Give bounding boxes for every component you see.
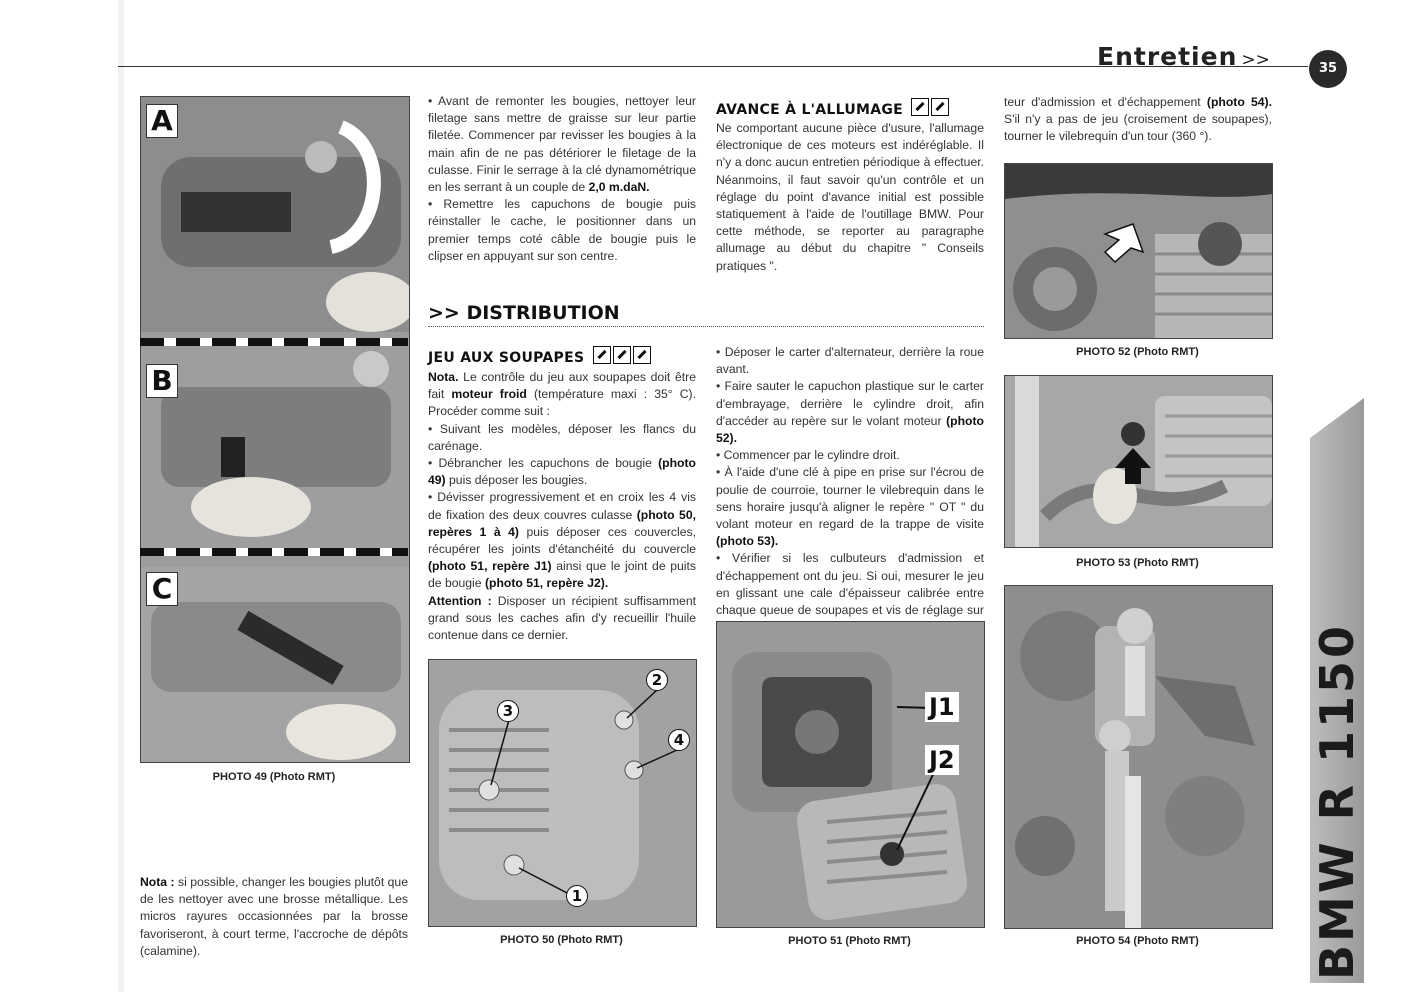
side-tab-text: BMW R 1150 [1310,622,1364,980]
header-arrows: >> [1241,50,1270,70]
photo-49-divider [140,548,408,556]
avance-text: Ne comportant aucune pièce d'usure, l'allumage électronique de ces moteurs est indéréglable. Il n'y a donc aucun entretien périodique à effectuer. Néanmoins, il faut savoir qu'un contrôle et un réglage du point d'avance initial est possible statiquement à l'aide de l'outillage BMW. Pour cette méthode, se reporter au paragraphe allumage au début du chapitre " Conseils pratiques ". [716,121,984,273]
photo-50-marker: 4 [668,729,690,751]
photo-53-caption: PHOTO 53 (Photo RMT) [1076,557,1199,569]
photo-52-caption: PHOTO 52 (Photo RMT) [1076,346,1199,358]
wrench-icon [613,346,631,364]
photo-53-image [1005,376,1272,547]
photo-50 [428,659,697,927]
note-left [140,874,408,960]
jeu-text: Nota. Le contrôle du jeu aux soupapes doit être fait moteur froid (température maxi : 35° C). Procéder comme suit : • Suivant les modèles, déposer les flancs du carénage. • Débrancher les capuchons de bougie (photo 49) puis déposer les bougies. • Dévisser progressivement et en croix les 4 vis de fixation des deux couvres culasse (photo 50, repères 1 à 4) puis déposer ces couvercles, récupérer les joints d'étanchéité du couvercle (photo 51, repère J1) ainsi que le joint de puits de bougie (photo 51, repère J2). Attention : Disposer un récipient suffisamment grand sous les caches afin d'y recueillir l'huile contenue dans ce dernier. [428,370,696,643]
spark-plug-bullet-2: • Remettre les capuchons de bougie puis réinstaller le cache, le positionner dans un premier temps coté câble de bougie puis le clipser en appuyant sur son centre. [428,197,696,263]
photo-53 [1004,375,1273,548]
section-heading-distribution: >> DISTRIBUTION [428,302,620,324]
wrench-icon [931,98,949,116]
page-title: Entretien >> [1097,42,1270,71]
photo-51-marker-j2: J2 [925,745,959,775]
column-3-middle: • Déposer le carter d'alternateur, derrière la roue avant. • Faire sauter le capuchon plastique sur le carter d'embrayage, derrière le cylindre droit, afin d'accéder au repère sur le volant moteur (photo 52). • Commencer par le cylindre droit. • À l'aide d'une clé à pipe en prise sur l'écrou de poulie de courroie, tourner le vilebrequin dans le sens horaire jusqu'à aligner le repère " OT " du volant moteur en regard de la trappe de visite (photo 53). • Vérifier si les culbuteurs d'admission et d'échappement ont du jeu. Si oui, mesurer le jeu en glissant une cale d'épaisseur calibrée entre chaque queue de soupapes et vis de réglage sur [716,345,984,618]
photo-50-caption: PHOTO 50 (Photo RMT) [500,934,623,946]
section-rule [428,326,984,327]
photo-52 [1004,163,1273,339]
photo-49-caption: PHOTO 49 (Photo RMT) [212,771,336,783]
wrench-icon [593,346,611,364]
photo-51-marker-j1: J1 [925,692,959,722]
photo-49 [140,96,410,763]
difficulty-icons [593,346,653,369]
photo-51-caption: PHOTO 51 (Photo RMT) [788,935,911,947]
photo-50-marker: 1 [566,885,588,907]
wrench-icon [633,346,651,364]
photo-50-marker: 2 [646,669,668,691]
spark-plug-bullet-1: • Avant de remonter les bougies, nettoyer leur filetage sans mettre de graisse sur leur partie filetée. Commencer par revisser les bougies à la main afin de ne pas détériorer le filetage de la culasse. Finir le serrage à la clé dynamométrique en les serrant à un couple de 2,0 m.daN. [428,94,696,195]
photo-49-divider [140,338,408,346]
avance-heading: AVANCE À L'ALLUMAGE [716,98,986,121]
page-gutter [118,0,124,992]
photo-50-image [429,660,696,926]
note-left-text: si possible, changer les bougies plutôt que de les nettoyer avec une brosse métallique. Les micros rayures occasionnées par la brosse favoriseront, à court terme, l'accroche de dépôts (calamine). [140,875,408,958]
photo-49-label-a: A [146,104,178,138]
column-2-top [428,93,696,265]
note-left-lead: Nota : [140,875,175,889]
photo-49-image [141,97,409,762]
page-number-badge: 35 [1309,50,1347,88]
photo-54-image [1005,586,1272,928]
photo-49-label-b: B [146,364,178,398]
jeu-heading: JEU AUX SOUPAPES [428,346,698,369]
difficulty-icons [911,98,951,121]
wrench-icon [911,98,929,116]
photo-50-marker: 3 [497,700,519,722]
photo-54-caption: PHOTO 54 (Photo RMT) [1076,935,1199,947]
photo-49-label-c: C [146,572,178,606]
photo-54 [1004,585,1273,929]
column-4-top: teur d'admission et d'échappement (photo 54). S'il n'y a pas de jeu (croisement de soupapes), tourner le vilebrequin d'un tour (360 °). [1004,95,1272,144]
photo-52-image [1005,164,1272,338]
